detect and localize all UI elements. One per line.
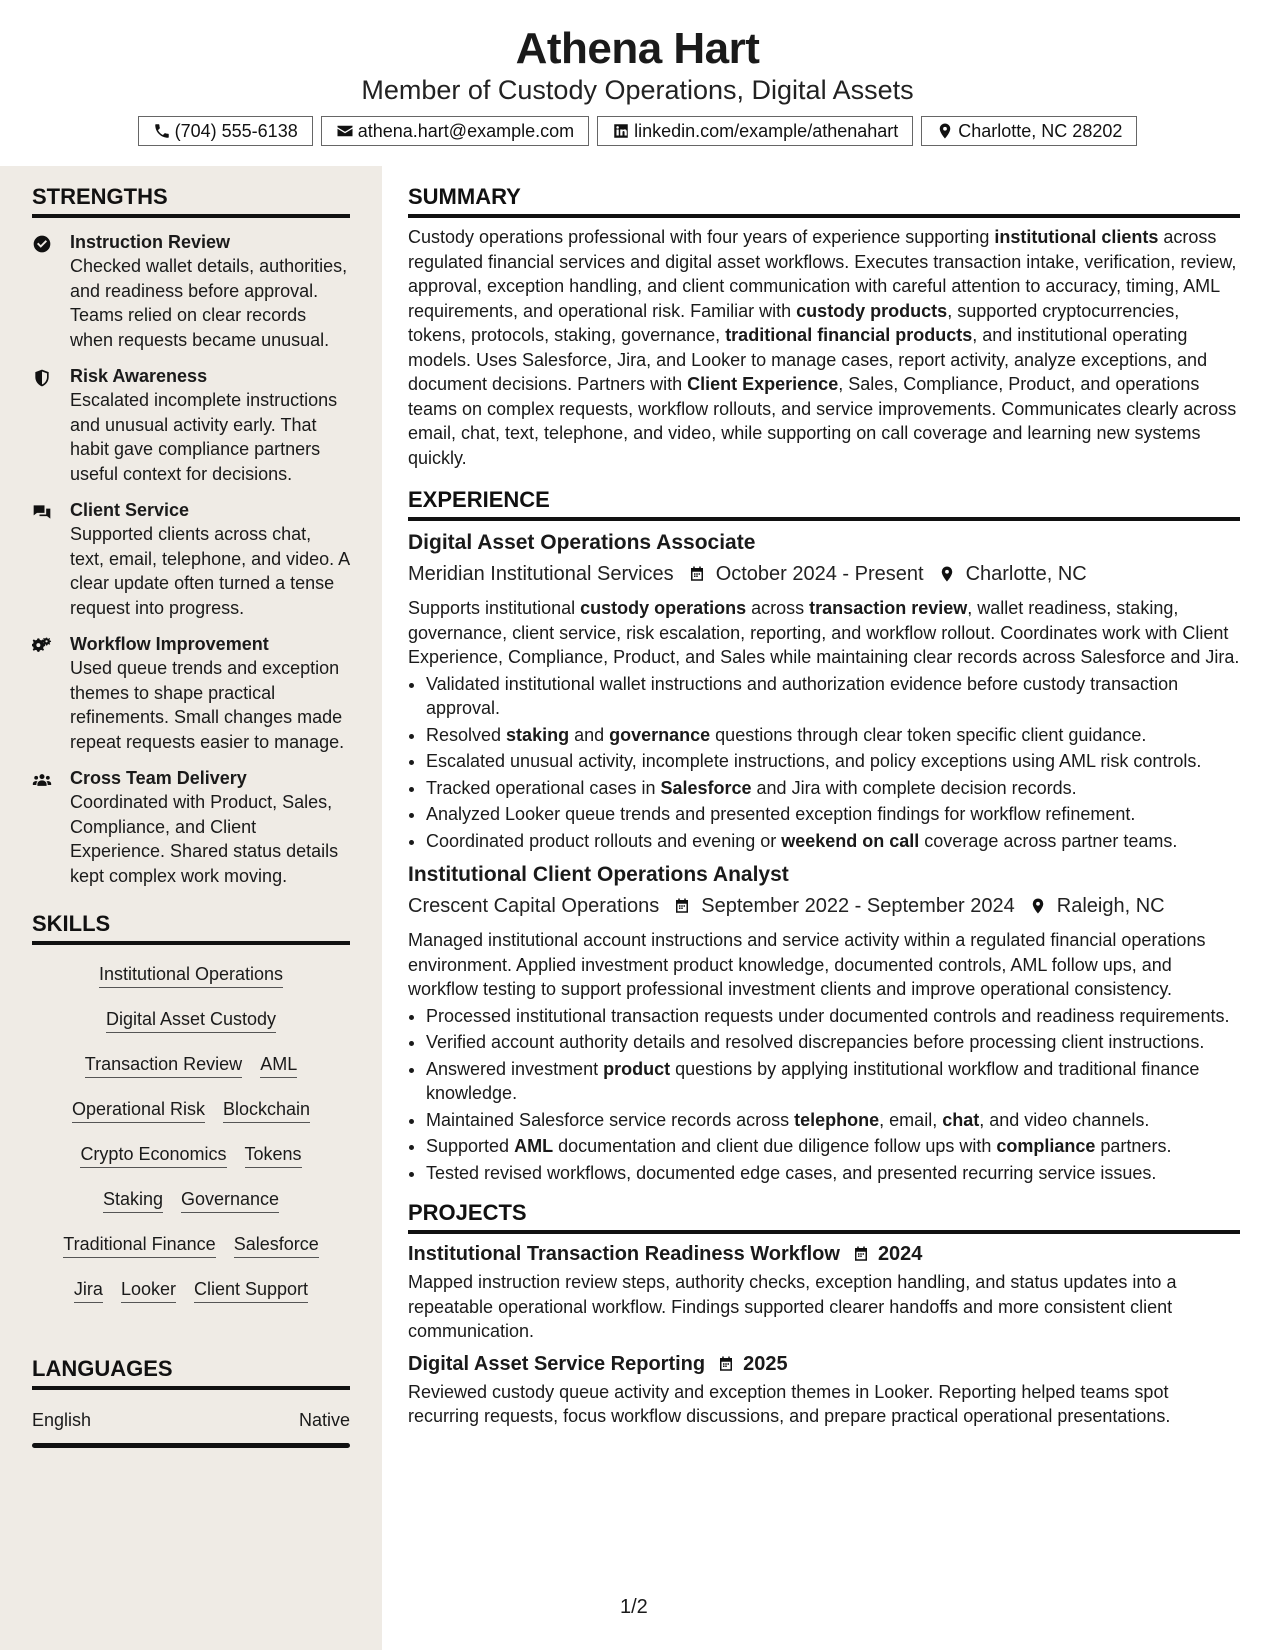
skills-heading: SKILLS	[32, 910, 350, 945]
strength-item	[32, 632, 350, 754]
job-bullet: • Supported AML documentation and client due diligence follow ups with compliance partners.	[426, 1134, 1240, 1159]
language-name: English	[32, 1410, 92, 1430]
calendar-icon	[717, 1355, 735, 1373]
phone-icon	[153, 122, 171, 140]
strength-desc: Checked wallet details, authorities, and readiness before approval. Teams relied on clear records when requests became unusual.	[70, 256, 348, 350]
strength-title: Risk Awareness	[70, 366, 208, 386]
contact-text: athena.hart@example.com	[357, 120, 575, 141]
location-icon	[936, 122, 954, 140]
job-dates: October 2024 - Present	[715, 563, 924, 585]
job-title: Digital Asset Operations Associate	[408, 531, 756, 554]
project-year: 2025	[743, 1352, 788, 1375]
job-bullets	[408, 672, 1240, 854]
resume-header	[0, 0, 1275, 166]
sidebar	[0, 166, 382, 1650]
project-title-row	[408, 1350, 1240, 1378]
job-company: Meridian Institutional Services	[408, 563, 674, 585]
skill-row	[32, 1180, 350, 1225]
skill-tag: Traditional Finance	[63, 1233, 215, 1258]
strength-desc: Supported clients across chat, text, email, telephone, and video. A clear update often turned a tense request into progress.	[70, 524, 350, 618]
projects-heading: PROJECTS	[408, 1199, 1240, 1234]
project-title-row	[408, 1240, 1240, 1268]
project-entry	[408, 1350, 1240, 1429]
job-bullet: • Tested revised workflows, documented edge cases, and presented recurring service issues.	[426, 1161, 1240, 1186]
strength-icon-wrap	[32, 632, 70, 754]
job-bullet: • Analyzed Looker queue trends and presented exception findings for workflow refinement.	[426, 802, 1240, 827]
contact-item[interactable]	[597, 116, 913, 146]
strength-icon-wrap	[32, 364, 70, 486]
users-icon	[32, 770, 52, 790]
gears-icon	[32, 636, 52, 656]
summary-text: Custody operations professional with four years of experience supporting institutional clients across regulated financial services and digital asset workflows. Executes transaction intake, verification, review, approval, exception handling, and client communication with careful attention to accuracy, timing, AML requirements, and operational risk. Familiar with custody products, supported cryptocurrencies, tokens, protocols, staking, governance, traditional financial products, and institutional operating models. Uses Salesforce, Jira, and Looker to manage cases, report activity, analyze exceptions, and document decisions. Partners with Client Experience, Sales, Compliance, Product, and operations teams on complex requests, workflow rollouts, and service improvements. Communicates clearly across email, chat, text, telephone, and video, while supporting on call coverage and learning new systems quickly.	[408, 227, 1237, 468]
email-icon	[336, 122, 354, 140]
projects-list	[408, 1240, 1240, 1429]
calendar-icon	[852, 1245, 870, 1263]
job-bullet: • Answered investment product questions by applying institutional workflow and traditional finance knowledge.	[426, 1057, 1240, 1106]
contact-text: Charlotte, NC 28202	[958, 120, 1123, 141]
skill-tag: Crypto Economics	[80, 1143, 226, 1168]
languages-heading: LANGUAGES	[32, 1355, 350, 1390]
job-bullet: • Coordinated product rollouts and evening or weekend on call coverage across partner teams.	[426, 829, 1240, 854]
job-bullet: • Validated institutional wallet instructions and authorization evidence before custody transaction approval.	[426, 672, 1240, 721]
project-year: 2024	[877, 1243, 923, 1265]
experience-heading: EXPERIENCE	[408, 486, 1240, 521]
strength-title: Workflow Improvement	[70, 634, 269, 654]
skill-tag: Institutional Operations	[99, 963, 283, 988]
strength-title: Cross Team Delivery	[70, 768, 247, 788]
project-title: Institutional Transaction Readiness Workflow	[408, 1243, 840, 1265]
contact-item[interactable]	[138, 116, 313, 146]
skill-tag: Jira	[74, 1278, 103, 1303]
project-title: Digital Asset Service Reporting	[408, 1352, 706, 1375]
chat-bubbles-icon	[32, 502, 52, 522]
job-entry	[408, 861, 1240, 1185]
job-meta	[408, 892, 1240, 920]
contact-text: (704) 555-6138	[174, 120, 298, 141]
job-bullet: • Resolved staking and governance questions through clear token specific client guidance.	[426, 723, 1240, 748]
skill-row	[32, 1135, 350, 1180]
job-location: Charlotte, NC	[965, 563, 1087, 585]
job-bullet: • Tracked operational cases in Salesforce and Jira with complete decision records.	[426, 776, 1240, 801]
project-description: Mapped instruction review steps, authority checks, exception handling, and status updates into a repeatable operational workflow. Findings supported clearer handoffs and more consistent client communication.	[408, 1272, 1177, 1341]
skill-row	[32, 1270, 350, 1315]
strength-icon-wrap	[32, 230, 70, 352]
strength-item	[32, 498, 350, 620]
project-entry	[408, 1240, 1240, 1344]
skill-row	[32, 955, 350, 1000]
strength-desc: Escalated incomplete instructions and unusual activity early. That habit gave compliance partners useful context for decisions.	[70, 390, 338, 484]
job-entry	[408, 529, 1240, 853]
contact-text: linkedin.com/example/athenahart	[634, 120, 899, 141]
skill-row	[32, 1000, 350, 1045]
calendar-icon	[688, 565, 706, 583]
skill-tag: Transaction Review	[85, 1053, 242, 1078]
linkedin-icon	[612, 122, 630, 140]
strength-icon-wrap	[32, 766, 70, 888]
skill-tag: Digital Asset Custody	[106, 1008, 276, 1033]
skill-tag: Client Support	[194, 1278, 308, 1303]
contact-item[interactable]	[321, 116, 589, 146]
candidate-title: Member of Custody Operations, Digital Assets	[361, 75, 914, 105]
project-description: Reviewed custody queue activity and exception themes in Looker. Reporting helped teams spot recurring requests, focus workflow discussions, and prepare practical operational presentations.	[408, 1381, 1171, 1426]
skill-tag: Tokens	[245, 1143, 302, 1168]
candidate-name: Athena Hart	[515, 24, 760, 73]
job-bullet: • Maintained Salesforce service records across telephone, email, chat, and video channels.	[426, 1108, 1240, 1133]
language-level-bar	[32, 1443, 350, 1448]
skill-row	[32, 1225, 350, 1270]
skill-tag: Blockchain	[223, 1098, 310, 1123]
job-title: Institutional Client Operations Analyst	[408, 863, 789, 886]
location-icon	[938, 565, 956, 583]
strengths-heading: STRENGTHS	[32, 183, 350, 218]
job-bullet: • Verified account authority details and resolved discrepancies before processing client instructions.	[426, 1030, 1240, 1055]
skill-tag: Staking	[103, 1188, 163, 1213]
skill-row	[32, 1090, 350, 1135]
experience-list	[408, 529, 1240, 1185]
strength-icon-wrap	[32, 498, 70, 620]
job-bullets	[408, 1004, 1240, 1186]
strength-item	[32, 230, 350, 352]
job-meta	[408, 560, 1240, 588]
skills-list	[32, 955, 350, 1315]
strength-desc: Coordinated with Product, Sales, Compliance, and Client Experience. Shared status details kept complex work moving.	[70, 792, 339, 886]
contact-item[interactable]	[921, 116, 1137, 146]
job-bullet: • Escalated unusual activity, incomplete instructions, and policy exceptions using AML risk controls.	[426, 749, 1240, 774]
check-circle-icon	[32, 234, 52, 254]
strengths-list	[32, 230, 350, 888]
language-item	[32, 1410, 350, 1431]
job-description: Supports institutional custody operations across transaction review, wallet readiness, staking, governance, client service, risk escalation, reporting, and workflow rollout. Coordinates work with Client Experience, Compliance, Product, and Sales while maintaining clear records across Salesforce and Jira.	[408, 598, 1240, 667]
strength-desc: Used queue trends and exception themes to shape practical refinements. Small changes made repeat requests easier to manage.	[70, 658, 345, 752]
strength-title: Client Service	[70, 500, 190, 520]
calendar-icon	[673, 897, 691, 915]
shield-icon	[32, 368, 52, 388]
languages-list	[32, 1410, 350, 1448]
skill-tag: Looker	[121, 1278, 176, 1303]
strength-title: Instruction Review	[70, 232, 231, 252]
skill-tag: Governance	[181, 1188, 279, 1213]
job-location: Raleigh, NC	[1056, 895, 1165, 917]
job-dates: September 2022 - September 2024	[701, 895, 1015, 917]
job-company: Crescent Capital Operations	[408, 895, 660, 917]
skill-row	[32, 1045, 350, 1090]
contact-bar	[0, 116, 1275, 146]
language-level: Native	[298, 1410, 350, 1430]
skill-tag: Operational Risk	[72, 1098, 205, 1123]
page-number: 1/2	[620, 1596, 648, 1618]
location-icon	[1029, 897, 1047, 915]
summary-heading: SUMMARY	[408, 183, 1240, 218]
job-description: Managed institutional account instructions and service activity within a regulated financial operations environment. Applied investment product knowledge, documented controls, AML follow ups, and workflow testing to support professional investment clients and improve operational consistency.	[408, 930, 1206, 999]
job-bullet: • Processed institutional transaction requests under documented controls and readiness requirements.	[426, 1004, 1240, 1029]
strength-item	[32, 364, 350, 486]
strength-item	[32, 766, 350, 888]
skill-tag: AML	[260, 1053, 297, 1078]
skill-tag: Salesforce	[234, 1233, 319, 1258]
main-content	[408, 166, 1240, 1650]
